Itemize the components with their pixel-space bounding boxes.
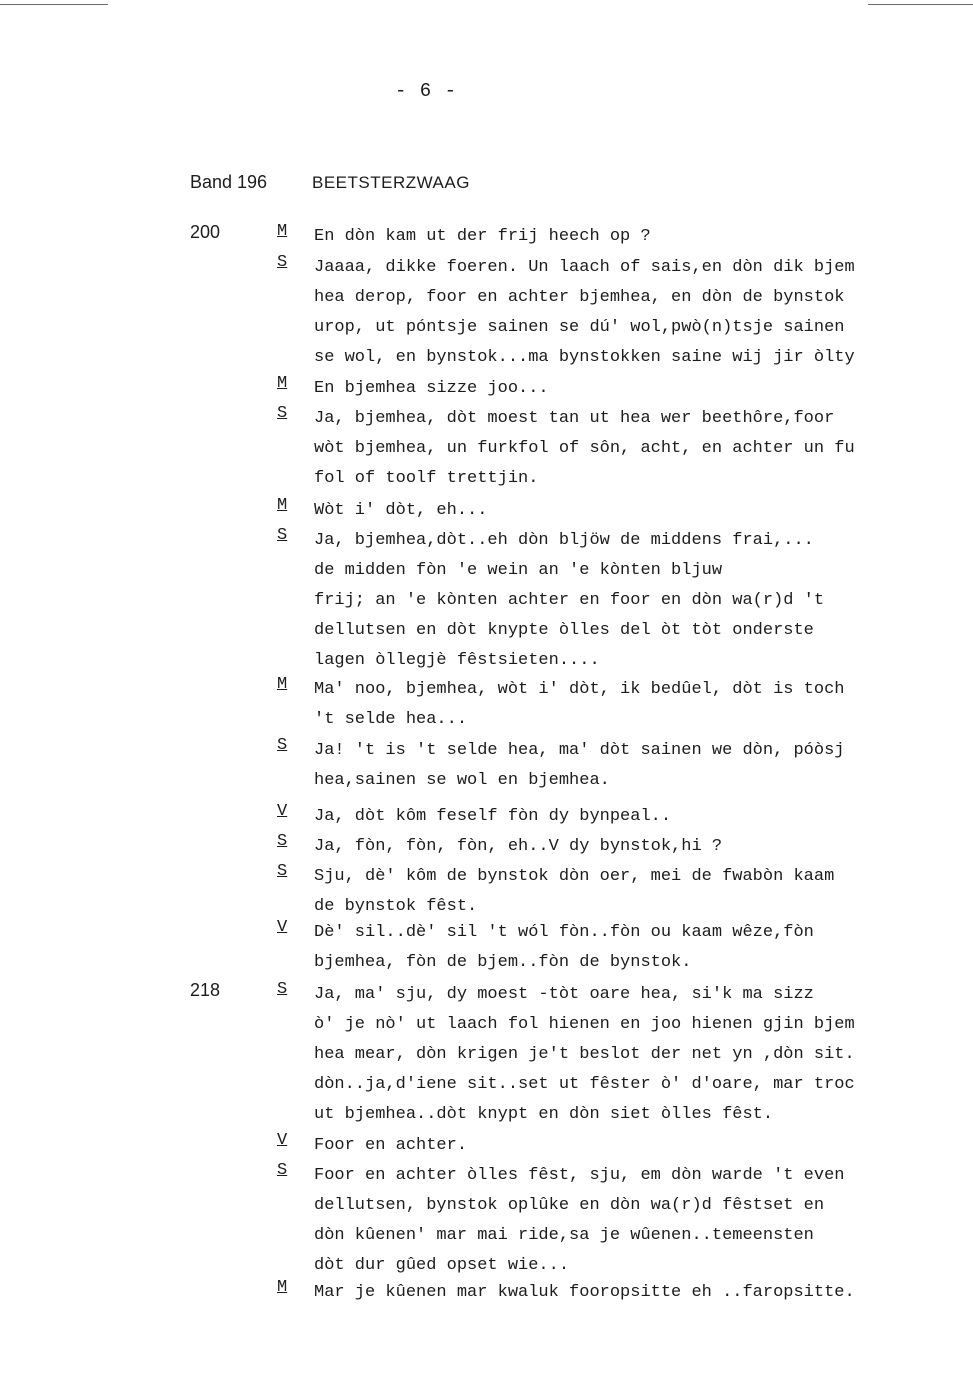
speaker-code: V	[277, 918, 288, 937]
speaker-code: S	[277, 1161, 288, 1180]
speaker-code: M	[277, 374, 288, 393]
dialogue-text	[314, 736, 973, 796]
dialogue-text	[314, 1131, 973, 1161]
text-line: Foor en achter òlles fêst, sju, em dòn warde 't even	[314, 1166, 845, 1185]
dialogue-text	[314, 526, 973, 676]
text-line: Ja, fòn, fòn, fòn, eh..V dy bynstok,hi ?	[314, 837, 723, 856]
text-line: En dòn kam ut der frij heech op ?	[314, 227, 651, 246]
dialogue-text	[314, 980, 973, 1130]
text-line: dòt dur gûed opset wie...	[314, 1256, 570, 1275]
speaker-code: S	[277, 404, 288, 423]
dialogue-text	[314, 253, 973, 373]
dialogue-text	[314, 802, 973, 832]
text-line: dellutsen, bynstok oplûke en dòn wa(r)d fêstset en	[314, 1196, 825, 1215]
dialogue-text	[314, 496, 973, 526]
speaker-code: V	[277, 802, 288, 821]
dialogue-text	[314, 862, 973, 922]
text-line: Ja, ma' sju, dy moest -tòt oare hea, si'k ma sizz	[314, 985, 814, 1004]
band-label: Band 196	[190, 172, 268, 192]
line-number: 200	[190, 222, 221, 242]
text-line: Wòt i' dòt, eh...	[314, 501, 488, 520]
dialogue-text	[314, 404, 973, 494]
text-line: Sju, dè' kôm de bynstok dòn oer, mei de fwabòn kaam	[314, 867, 835, 886]
dialogue-text	[314, 222, 973, 252]
dialogue-text	[314, 675, 973, 735]
top-left-rule	[0, 4, 108, 5]
speaker-code: S	[277, 736, 288, 755]
line-number: 218	[190, 980, 221, 1000]
text-line: En bjemhea sizze joo...	[314, 379, 549, 398]
text-line: Ja, dòt kôm feself fòn dy bynpeal..	[314, 807, 672, 826]
dialogue-text	[314, 374, 973, 404]
speaker-code: S	[277, 253, 288, 272]
text-line: ut bjemhea..dòt knypt en dòn siet òlles fêst.	[314, 1105, 774, 1124]
text-line: hea mear, dòn krigen je't beslot der net yn ,dòn sit.	[314, 1045, 855, 1064]
text-line: frij; an 'e kònten achter en foor en dòn wa(r)d 't	[314, 591, 825, 610]
text-line: dòn..ja,d'iene sit..set ut fêster ò' d'oare, mar troc	[314, 1075, 855, 1094]
text-line: fol of toolf trettjin.	[314, 469, 539, 488]
text-line: Ja, bjemhea, dòt moest tan ut hea wer beethôre,foor	[314, 409, 835, 428]
speaker-code: M	[277, 496, 288, 515]
top-right-rule	[868, 4, 973, 5]
text-line: ò' je nò' ut laach fol hienen en joo hienen gjin bjem	[314, 1015, 855, 1034]
dialogue-text	[314, 1161, 973, 1281]
text-line: se wol, en bynstok...ma bynstokken saine wij jir òlty	[314, 348, 855, 367]
text-line: de midden fòn 'e wein an 'e kònten bljuw	[314, 561, 723, 580]
text-line: Ma' noo, bjemhea, wòt i' dòt, ik bedûel, dòt is toch	[314, 680, 845, 699]
text-line: wòt bjemhea, un furkfol of sôn, acht, en achter un fu	[314, 439, 855, 458]
text-line: 't selde hea...	[314, 710, 468, 729]
dialogue-text	[314, 1278, 973, 1308]
speaker-code: M	[277, 675, 288, 694]
text-line: de bynstok fêst.	[314, 897, 478, 916]
text-line: Mar je kûenen mar kwaluk fooropsitte eh ..faropsitte.	[314, 1283, 855, 1302]
text-line: lagen òllegjè fêstsieten....	[314, 651, 600, 670]
speaker-code: S	[277, 832, 288, 851]
text-line: urop, ut póntsje sainen se dú' wol,pwò(n)tsje sainen	[314, 318, 845, 337]
speaker-code: S	[277, 862, 288, 881]
text-line: hea derop, foor en achter bjemhea, en dòn de bynstok	[314, 288, 845, 307]
text-line: Ja, bjemhea,dòt..eh dòn bljöw de middens frai,...	[314, 531, 814, 550]
page-number: - 6 -	[395, 80, 458, 102]
text-line: Ja! 't is 't selde hea, ma' dòt sainen we dòn, póòsj	[314, 741, 845, 760]
text-line: Dè' sil..dè' sil 't wól fòn..fòn ou kaam wêze,fòn	[314, 923, 814, 942]
document-header	[190, 172, 470, 194]
text-line: bjemhea, fòn de bjem..fòn de bynstok.	[314, 953, 692, 972]
speaker-code: M	[277, 222, 288, 241]
speaker-code: S	[277, 980, 288, 999]
text-line: dellutsen en dòt knypte òlles del òt tòt onderste	[314, 621, 814, 640]
speaker-code: S	[277, 526, 288, 545]
text-line: dòn kûenen' mar mai ride,sa je wûenen..temeensten	[314, 1226, 814, 1245]
speaker-code: V	[277, 1131, 288, 1150]
text-line: hea,sainen se wol en bjemhea.	[314, 771, 610, 790]
text-line: Foor en achter.	[314, 1136, 468, 1155]
dialogue-text	[314, 918, 973, 978]
text-line: Jaaaa, dikke foeren. Un laach of sais,en dòn dik bjem	[314, 258, 855, 277]
place-name: BEETSTERZWAAG	[312, 173, 470, 192]
dialogue-text	[314, 832, 973, 862]
speaker-code: M	[277, 1278, 288, 1297]
